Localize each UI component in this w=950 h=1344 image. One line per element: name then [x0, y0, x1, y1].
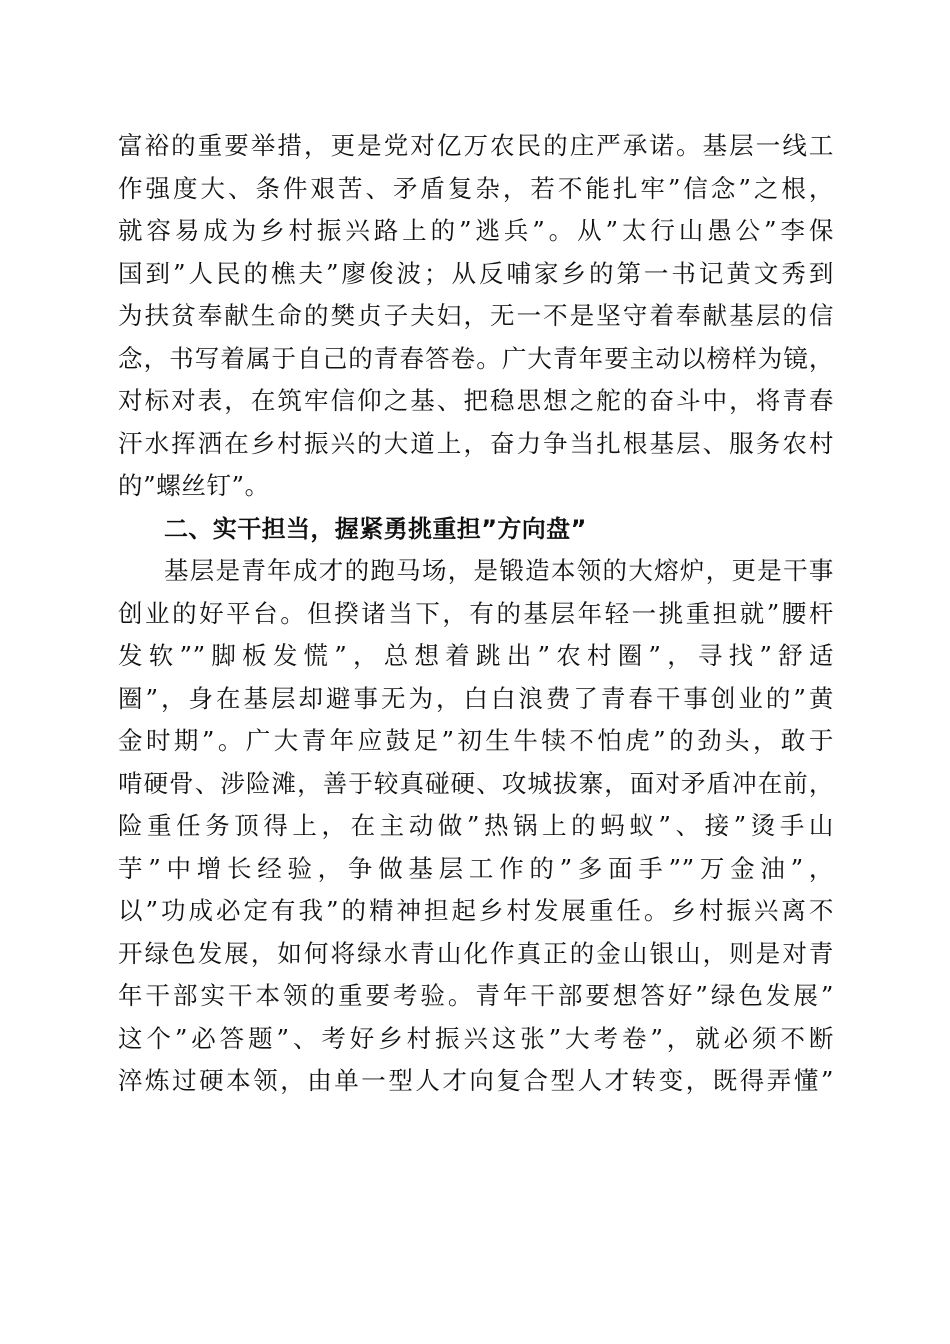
paragraph-line: 汗水挥洒在乡村振兴的大道上，奋力争当扎根基层、服务农村 [118, 428, 834, 458]
paragraph-line: 为扶贫奉献生命的樊贞子夫妇，无一不是坚守着奉献基层的信 [118, 301, 834, 330]
paragraph-line: 对标对表，在筑牢信仰之基、把稳思想之舵的奋斗中，将青春 [118, 386, 834, 415]
paragraph-line: 以”功成必定有我”的精神担起乡村发展重任。乡村振兴离不 [118, 896, 834, 925]
paragraph-line: 险重任务顶得上，在主动做”热锅上的蚂蚁”、接”烫手山 [118, 811, 834, 840]
paragraph-line: 金时期”。广大青年应鼓足”初生牛犊不怕虎”的劲头，敢于 [118, 726, 834, 755]
paragraph-line: 发软””脚板发慌”，总想着跳出”农村圈”，寻找”舒适 [118, 641, 834, 670]
paragraph-line: 创业的好平台。但揆诸当下，有的基层年轻一挑重担就”腰杆 [118, 598, 834, 628]
paragraph-line: 这个”必答题”、考好乡村振兴这张”大考卷”，就必须不断 [118, 1023, 834, 1053]
paragraph-line: 富裕的重要举措，更是党对亿万农民的庄严承诺。基层一线工 [118, 131, 834, 160]
paragraph-2 [118, 550, 834, 1103]
paragraph-line: 开绿色发展，如何将绿水青山化作真正的金山银山，则是对青 [118, 938, 834, 968]
paragraph-line: 淬炼过硬本领，由单一型人才向复合型人才转变，既得弄懂” [118, 1066, 834, 1095]
paragraph-line: 念，书写着属于自己的青春答卷。广大青年要主动以榜样为镜， [118, 343, 834, 373]
section-heading: 二、实干担当，握紧勇挑重担”方向盘” [164, 514, 587, 543]
paragraph-1 [118, 125, 834, 508]
paragraph-line: 作强度大、条件艰苦、矛盾复杂，若不能扎牢”信念”之根， [118, 173, 834, 203]
paragraph-line: 的”螺丝钉”。 [118, 471, 270, 500]
paragraph-line: 年干部实干本领的重要考验。青年干部要想答好”绿色发展” [118, 981, 834, 1010]
paragraph-line: 芋”中增长经验，争做基层工作的”多面手””万金油”， [118, 853, 834, 883]
document-body [118, 125, 834, 1103]
paragraph-line: 圈”，身在基层却避事无为，白白浪费了青春干事创业的”黄 [118, 683, 834, 713]
paragraph-line: 基层是青年成才的跑马场，是锻造本领的大熔炉，更是干事 [164, 556, 834, 585]
paragraph-line: 啃硬骨、涉险滩，善于较真碰硬、攻城拔寨，面对矛盾冲在前， [118, 768, 834, 798]
paragraph-line: 国到”人民的樵夫”廖俊波；从反哺家乡的第一书记黄文秀到 [118, 258, 834, 288]
paragraph-line: 就容易成为乡村振兴路上的”逃兵”。从”太行山愚公”李保 [118, 216, 834, 245]
